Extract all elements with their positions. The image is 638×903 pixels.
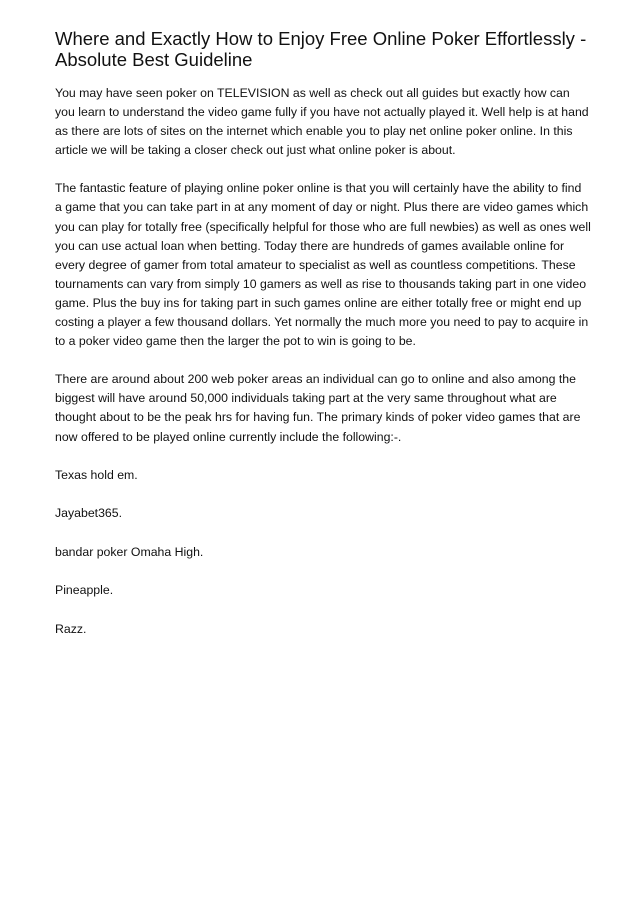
- list-item: Pineapple.: [55, 583, 114, 598]
- paragraph-features: The fantastic feature of playing online poker online is that you will certainly have the ability to find a game that you can take part in at any moment of day or night. Plus there are video games which you can play for totally free (specifically helpful for those who are full newbies) as well as ones well you can use actual loan when betting. Today there are hundreds of games available online for every degree of gamer from total amateur to specialist as well as countless competitions. These tournaments can vary from simply 10 gamers as well as rise to thousands taking part in one video game. Plus the buy ins for taking part in such games online are either totally free or might end up costing a player a few thousand dollars. Yet normally the much more you need to pay to acquire in to a poker video game then the larger the pot to win is going to be.: [55, 181, 591, 349]
- list-item: Texas hold em.: [55, 467, 138, 482]
- paragraph-poker-rooms: There are around about 200 web poker areas an individual can go to online and also among the biggest will have around 50,000 individuals taking part at the very same throughout what are thought about to be the peak hrs for having fun. The primary kinds of poker video games that are now offered to be played online currently include the following:-.: [55, 372, 581, 444]
- list-item: Razz.: [55, 621, 87, 636]
- document-title: Where and Exactly How to Enjoy Free Online Poker Effortlessly - Absolute Best Guideline: [55, 28, 587, 70]
- document-page: [55, 28, 591, 659]
- list-item: bandar poker Omaha High.: [55, 544, 204, 559]
- paragraph-intro: You may have seen poker on TELEVISION as well as check out all guides but exactly how can you learn to understand the video game fully if you have not actually played it. Well help is at hand as there are lots of sites on the internet which enable you to play net online poker online. In this article we will be taking a closer check out just what online poker is about.: [55, 86, 589, 158]
- list-item: Jayabet365.: [55, 506, 123, 521]
